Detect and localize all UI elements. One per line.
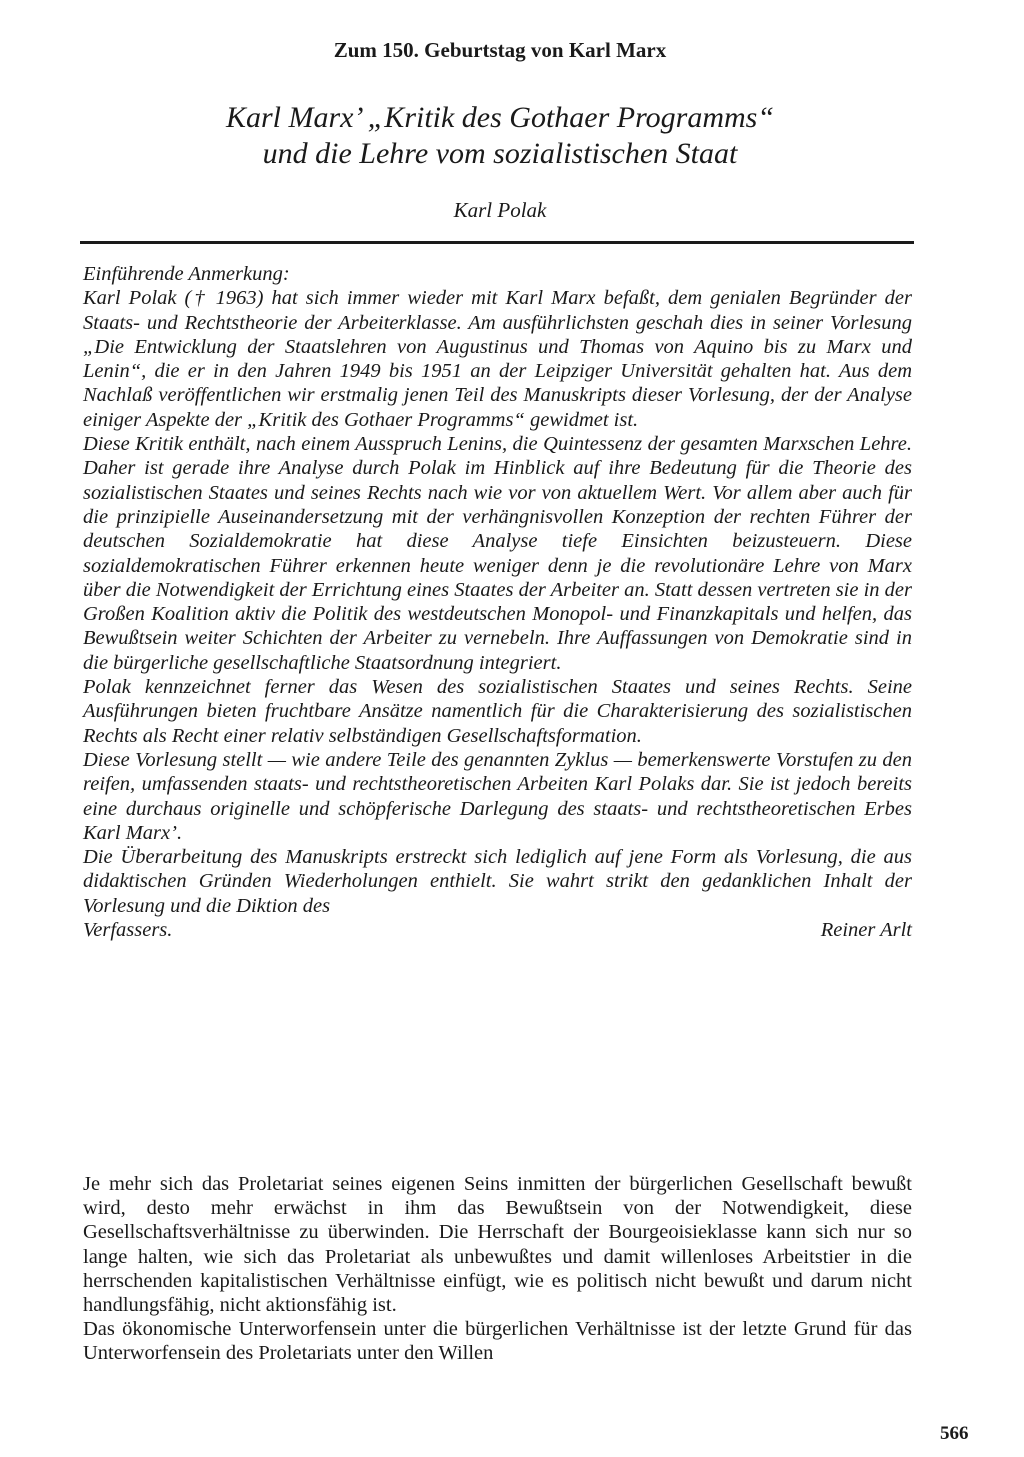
main-body-text [83,1172,912,1366]
intro-paragraph-5: Die Überarbeitung des Manuskripts erstreckt sich lediglich auf jene Form als Vorlesung, die aus didaktischen Gründen Wiederholungen enthielt. Sie wahrt strikt den gedanklichen Inhalt der Vorlesung und die Diktion des [83,846,912,917]
intro-paragraph-4: Diese Vorlesung stellt — wie andere Teile des genannten Zyklus — bemerkenswerte Vorstufen zu den reifen, umfassenden staats- und rechtstheoretischen Arbeiten Karl Polaks dar. Sie ist jedoch bereits eine durchaus originelle und schöpferische Darlegung des staats- und rechtstheoretischen Erbes Karl Marx’. [83,748,912,844]
intro-heading: Einführende Anmerkung: [83,263,290,285]
intro-last-word: Verfassers. [83,919,173,942]
article-title [0,100,1000,172]
author-name: Karl Polak [453,198,547,222]
intro-signature: Reiner Arlt [820,919,912,942]
section-kicker: Zum 150. Geburtstag von Karl Marx [333,38,667,62]
intro-paragraph-3: Polak kennzeichnet ferner das Wesen des sozialistischen Staates und seines Rechts. Seine Ausführungen bieten fruchtbare Ansätze namentlich für die Charakterisierung des sozialistischen Rechts als Recht einer relativ selbständigen Gesellschaftsformation. [83,676,912,747]
body-paragraph-2: Das ökonomische Unterworfensein unter die bürgerlichen Verhältnisse ist der letzte Grund für das Unterworfensein des Proletariats unter den Willen [83,1318,912,1365]
header-divider [80,241,914,244]
introductory-note [83,262,912,942]
title-line-1: Karl Marx’ „Kritik des Gothaer Programms“ [225,101,775,134]
intro-paragraph-1: Karl Polak († 1963) hat sich immer wieder mit Karl Marx befaßt, dem genialen Begründer der Staats- und Rechtstheorie der Arbeiterklasse. Am ausführlichsten geschah dies in seiner Vorlesung „Die Entwicklung der Staatslehren von Augustinus und Thomas von Aquino bis zu Marx und Lenin“, die er in den Jahren 1949 bis 1951 an der Leipziger Universität gehalten hat. Aus dem Nachlaß veröffentlichen wir erstmalig jenen Teil des Manuskripts dieser Vorlesung, der der Analyse einiger Aspekte der „Kritik des Gothaer Programms“ gewidmet ist. [83,287,912,431]
body-paragraph-1: Je mehr sich das Proletariat seines eigenen Seins inmitten der bürgerlichen Gesellschaft bewußt wird, desto mehr erwächst in ihm das Bewußtsein von der Notwendigkeit, diese Gesellschaftsverhältnisse zu überwinden. Die Herrschaft der Bourgeoisieklasse kann sich nur so lange halten, wie sich das Proletariat als unbewußtes und damit willenloses Arbeitstier in die herrschenden kapitalistischen Verhältnisse einfügt, wie es politisch nicht bewußt und darum nicht handlungsfähig, nicht aktionsfähig ist. [83,1173,912,1317]
page-number: 566 [940,1423,969,1444]
intro-paragraph-2: Diese Kritik enthält, nach einem Ausspruch Lenins, die Quintessenz der gesamten Marxschen Lehre. Daher ist gerade ihre Analyse durch Polak im Hinblick auf ihre Bedeutung für die Theorie des sozialistischen Staates und seines Rechts nach wie vor von aktuellem Wert. Vor allem aber auch für die prinzipielle Auseinandersetzung mit der verhängnisvollen Konzeption der rechten Führer der deutschen Sozialdemokratie hat diese Analyse tiefe Einsichten beizusteuern. Diese sozialdemokratischen Führer erkennen heute weniger denn je die revolutionäre Lehre von Marx über die Notwendigkeit der Errichtung eines Staates der Arbeiter an. Statt dessen vertreten sie in der Großen Koalition aktiv die Politik des westdeutschen Monopol- und Finanzkapitals und helfen, das Bewußtsein weiter Schichten der Arbeiter zu vernebeln. Ihre Auffassungen von Demokratie sind in die bürgerliche gesellschaftliche Staatsordnung integriert. [83,433,912,674]
intro-signature-line [83,918,912,942]
title-line-2: und die Lehre vom sozialistischen Staat [262,137,738,170]
